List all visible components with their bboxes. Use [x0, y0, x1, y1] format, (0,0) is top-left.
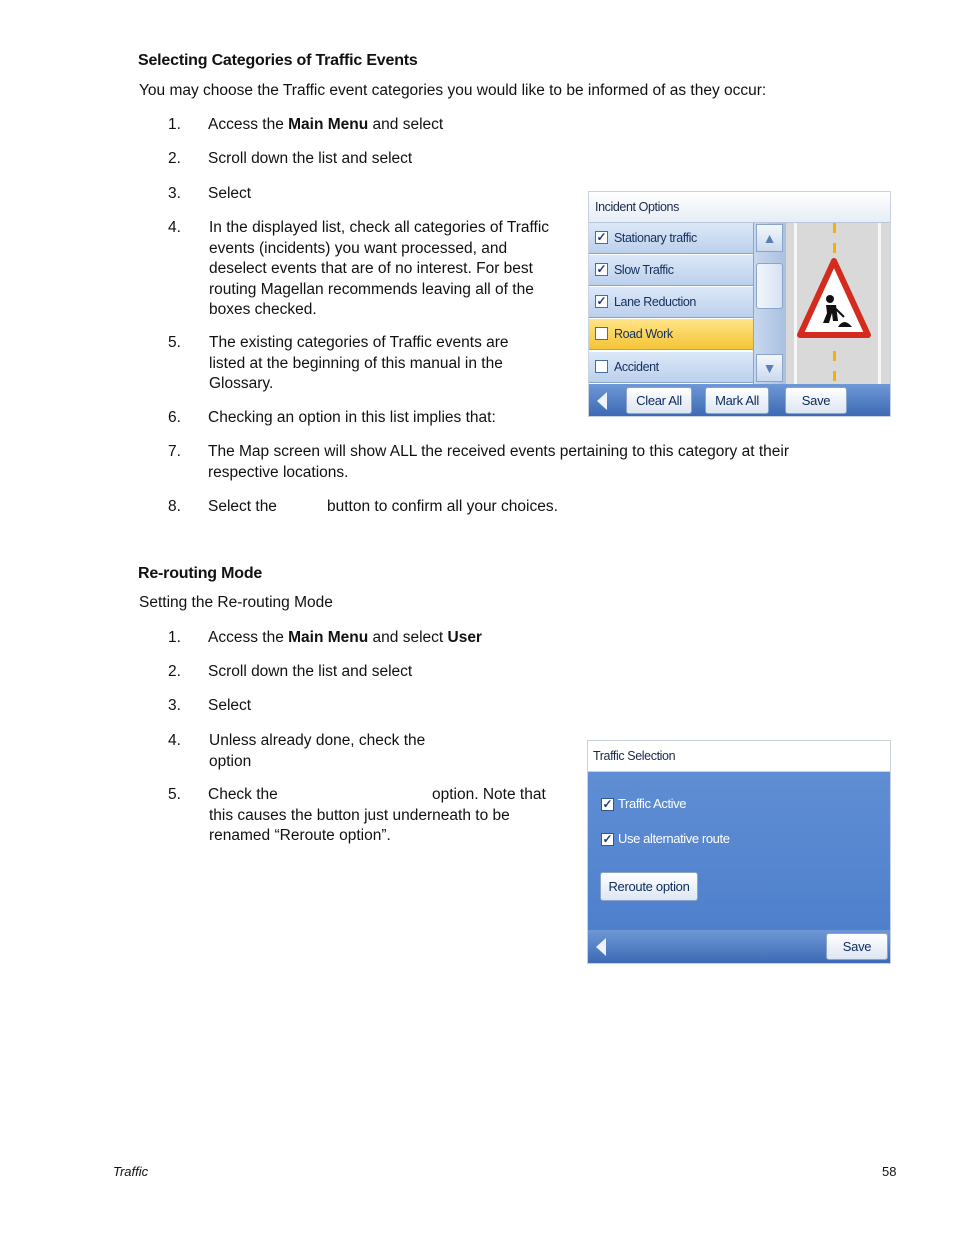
save-button[interactable]: Save	[785, 387, 847, 414]
use-alternative-route-label: Use alternative route	[618, 831, 730, 846]
incident-option-label: Lane Reduction	[614, 295, 696, 309]
section-heading-traffic-categories: Selecting Categories of Traffic Events	[138, 52, 418, 69]
incident-option-label: Slow Traffic	[614, 263, 674, 277]
step-text: The existing categories of Traffic events are listed at the beginning of this manual in the Glossary.	[209, 334, 509, 392]
step-number: 2.	[168, 663, 181, 680]
back-arrow-icon[interactable]	[597, 392, 607, 410]
step-text: Access the Main Menu and select User	[208, 629, 482, 646]
step-number: 2.	[168, 150, 181, 167]
step-text: Access the Main Menu and select	[208, 116, 444, 133]
screen-title: Traffic Selection	[593, 749, 676, 763]
reroute-option-button[interactable]: Reroute option	[600, 872, 698, 901]
section-heading-rerouting: Re-routing Mode	[138, 565, 263, 582]
checkbox-checked-icon[interactable]: ✓	[596, 230, 607, 244]
step-number: 4.	[168, 219, 181, 236]
step-number: 3.	[168, 697, 181, 714]
step-text: Checking an option in this list implies that:	[208, 409, 496, 426]
checkbox-unchecked-icon[interactable]	[595, 327, 608, 340]
incident-option-row-selected[interactable]	[589, 319, 753, 350]
screen-header	[589, 192, 891, 223]
step-text: Select the	[208, 498, 277, 515]
road-work-sign-icon	[786, 223, 891, 384]
scroll-down-icon[interactable]: ▼	[756, 354, 783, 382]
checkbox-checked-icon[interactable]: ✓	[596, 294, 607, 308]
step-text: Scroll down the list and select	[208, 150, 413, 167]
incident-option-label: Stationary traffic	[614, 231, 697, 245]
incident-option-row[interactable]	[589, 255, 753, 286]
incident-option-row[interactable]	[589, 352, 753, 383]
step-number: 1.	[168, 629, 181, 646]
intro-paragraph: Setting the Re-routing Mode	[139, 594, 333, 611]
intro-paragraph: You may choose the Traffic event categories you would like to be informed of as they occur:	[139, 82, 767, 99]
road-work-preview	[786, 223, 891, 384]
mark-all-button[interactable]: Mark All	[705, 387, 769, 414]
incident-option-row[interactable]	[589, 223, 753, 254]
step-text: The Map screen will show ALL the received events pertaining to this category at their respective locations.	[208, 443, 789, 481]
step-text: In the displayed list, check all categories of Traffic events (incidents) you want processed, and deselect events that are of no interest. For best routing Magellan recommends leaving all of the boxes checked.	[209, 219, 550, 318]
footer-section-name: Traffic	[113, 1164, 149, 1179]
checkbox-checked-icon[interactable]: ✓	[602, 832, 613, 846]
step-number: 1.	[168, 116, 181, 133]
incident-option-label: Road Work	[614, 327, 673, 341]
checkbox-checked-icon[interactable]: ✓	[602, 797, 613, 811]
clear-all-button[interactable]: Clear All	[626, 387, 692, 414]
step-number: 7.	[168, 443, 181, 460]
options-panel	[588, 772, 891, 930]
step-text: option. Note that this causes the button just underneath to be renamed “Reroute option”.	[209, 786, 546, 844]
bottom-toolbar	[588, 930, 891, 964]
bottom-toolbar	[589, 384, 891, 417]
page-number: 58	[882, 1164, 897, 1179]
save-button[interactable]: Save	[826, 933, 888, 960]
step-number: 8.	[168, 498, 181, 515]
back-arrow-icon[interactable]	[596, 938, 606, 956]
incident-option-row[interactable]	[589, 287, 753, 318]
checkbox-unchecked-icon[interactable]	[595, 360, 608, 373]
step-number: 5.	[168, 786, 181, 803]
step-text: button to confirm all your choices.	[327, 498, 558, 515]
step-number: 4.	[168, 732, 181, 749]
incident-option-label: Accident	[614, 360, 659, 374]
traffic-selection-screenshot	[587, 740, 891, 964]
step-text: Select	[208, 697, 252, 714]
step-text: Check the	[208, 786, 278, 803]
scroll-thumb[interactable]	[756, 263, 783, 309]
step-number: 5.	[168, 334, 181, 351]
step-number: 6.	[168, 409, 181, 426]
screen-header	[588, 741, 891, 772]
traffic-active-label: Traffic Active	[618, 796, 687, 811]
incident-options-screenshot	[588, 191, 891, 417]
step-text: Scroll down the list and select	[208, 663, 413, 680]
step-text: Select	[208, 185, 252, 202]
scroll-up-icon[interactable]: ▲	[756, 224, 783, 252]
screen-title: Incident Options	[595, 200, 679, 214]
checkbox-checked-icon[interactable]: ✓	[596, 262, 607, 276]
step-number: 3.	[168, 185, 181, 202]
scrollbar[interactable]	[753, 223, 786, 384]
step-text: Unless already done, check the option	[209, 732, 426, 770]
